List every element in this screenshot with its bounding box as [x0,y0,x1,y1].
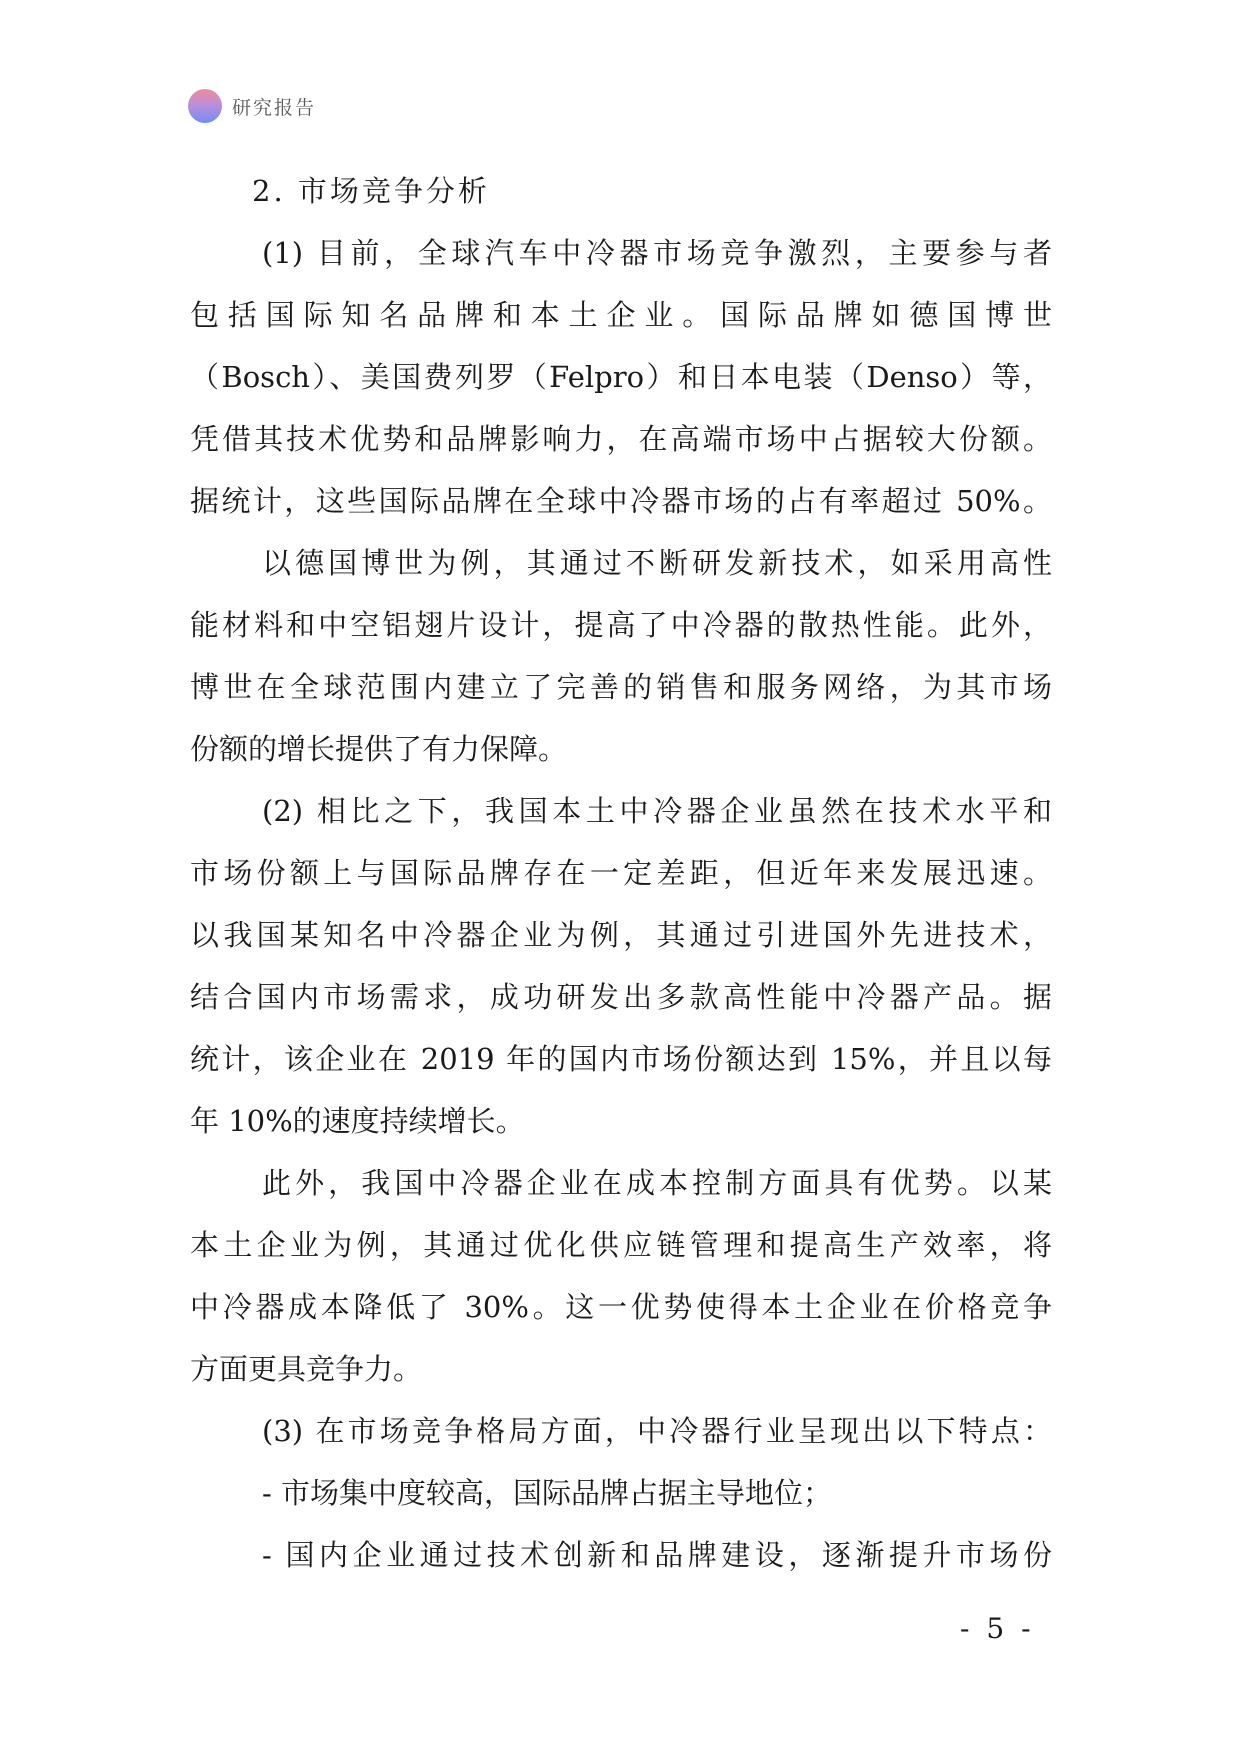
text-line: 以德国博世为例，其通过不断研发新技术，如采用高性 [262,546,1052,580]
text-line: 此外，我国中冷器企业在成本控制方面具有优势。以某 [262,1166,1052,1200]
text-line: 统计，该企业在 2019 年的国内市场份额达到 15%，并且以每 [190,1042,1052,1076]
bullet-line: - 市场集中度较高，国际品牌占据主导地位； [262,1476,833,1510]
text-line: (2) 相比之下，我国本土中冷器企业虽然在技术水平和 [262,794,1052,828]
text-line: 份额的增长提供了有力保障。 [190,732,568,766]
text-line: 市场份额上与国际品牌存在一定差距，但近年来发展迅速。 [190,856,1052,890]
text-line: 包括国际知名品牌和本土企业。国际品牌如德国博世 [190,298,1052,332]
text-line: 据统计，这些国际品牌在全球中冷器市场的占有率超过 50%。 [190,484,1052,518]
text-line: 凭借其技术优势和品牌影响力，在高端市场中占据较大份额。 [190,422,1052,456]
text-line: （Bosch）、美国费列罗（Felpro）和日本电装（Denso）等， [190,360,1052,394]
header-title: 研究报告 [232,96,317,119]
page-number: - 5 - [960,1612,1035,1645]
text-line: (1) 目前，全球汽车中冷器市场竞争激烈，主要参与者 [262,236,1052,270]
logo-circle-icon [188,89,222,123]
text-line: (3) 在市场竞争格局方面，中冷器行业呈现出以下特点： [262,1414,1052,1448]
text-line: 本土企业为例，其通过优化供应链管理和提高生产效率，将 [190,1228,1052,1262]
document-body [190,160,1052,1586]
section-heading: 2. 市场竞争分析 [252,174,490,208]
text-line: 年 10%的速度持续增长。 [190,1104,525,1138]
text-line: 结合国内市场需求，成功研发出多款高性能中冷器产品。据 [190,980,1052,1014]
page-header [188,88,316,124]
text-line: 以我国某知名中冷器企业为例，其通过引进国外先进技术， [190,918,1052,952]
text-line: 能材料和中空铝翅片设计，提高了中冷器的散热性能。此外， [190,608,1052,642]
text-line: 方面更具竞争力。 [190,1352,423,1386]
bullet-line: - 国内企业通过技术创新和品牌建设，逐渐提升市场份 [262,1538,1052,1572]
text-line: 博世在全球范围内建立了完善的销售和服务网络，为其市场 [190,670,1052,704]
text-line: 中冷器成本降低了 30%。这一优势使得本土企业在价格竞争 [190,1290,1052,1324]
